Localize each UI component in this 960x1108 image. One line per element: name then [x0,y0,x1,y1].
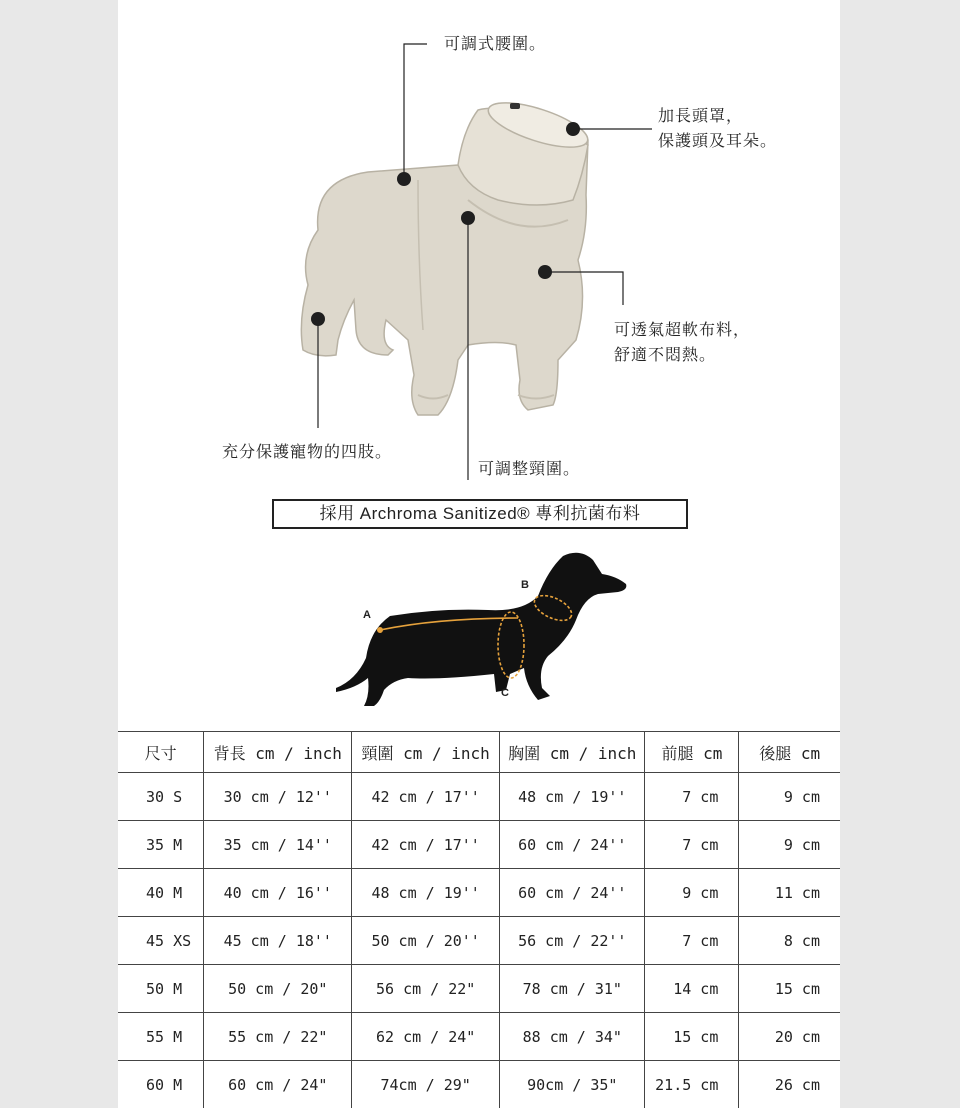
waist-dot [397,172,411,186]
back-length-cell: 30 cm / 12'' [204,773,352,821]
table-row [118,821,840,869]
neck-cell: 42 cm / 17'' [352,821,500,869]
back-length-cell: 55 cm / 22" [204,1013,352,1061]
neck-cell: 74cm / 29" [352,1061,500,1108]
product-page [118,0,840,1108]
hind-leg-cell: 8 cm [739,917,840,965]
table-row [118,773,840,821]
hind-leg-cell: 26 cm [739,1061,840,1108]
neck-cell: 50 cm / 20'' [352,917,500,965]
back-length-cell: 40 cm / 16'' [204,869,352,917]
back-length-cell: 60 cm / 24" [204,1061,352,1108]
size-cell: 45 XS [118,917,204,965]
header-back-length: 背長 cm / inch [204,732,352,773]
chest-cell: 78 cm / 31" [500,965,645,1013]
antibacterial-badge: 採用 Archroma Sanitized® 專利抗菌布料 [272,499,688,529]
front-leg-cell: 7 cm [645,821,739,869]
neck-cell: 56 cm / 22" [352,965,500,1013]
chest-cell: 88 cm / 34" [500,1013,645,1061]
hind-leg-cell: 15 cm [739,965,840,1013]
front-leg-cell: 14 cm [645,965,739,1013]
label-a: A [363,609,371,621]
point-a [377,627,383,633]
size-cell: 40 M [118,869,204,917]
size-cell: 30 S [118,773,204,821]
fabric-callout-line1: 可透氣超軟布料， [614,320,751,339]
size-chart-header [118,732,840,773]
dog-suit-image [301,94,592,415]
back-length-cell: 45 cm / 18'' [204,917,352,965]
size-cell: 35 M [118,821,204,869]
label-c: C [501,687,509,699]
front-leg-cell: 21.5 cm [645,1061,739,1108]
table-row [118,1013,840,1061]
table-row [118,965,840,1013]
neck-dot [461,211,475,225]
header-front-leg: 前腿 cm [645,732,739,773]
header-neck: 頸圍 cm / inch [352,732,500,773]
neck-cell: 62 cm / 24" [352,1013,500,1061]
table-row [118,869,840,917]
front-leg-cell: 7 cm [645,917,739,965]
fabric-dot [538,265,552,279]
chest-cell: 90cm / 35" [500,1061,645,1108]
hind-leg-cell: 20 cm [739,1013,840,1061]
chest-cell: 48 cm / 19'' [500,773,645,821]
neck-callout: 可調整頸圍。 [478,459,581,478]
legs-dot [311,312,325,326]
waist-callout: 可調式腰圍。 [444,34,547,53]
legs-callout: 充分保護寵物的四肢。 [222,442,393,461]
chest-cell: 60 cm / 24'' [500,869,645,917]
front-leg-cell: 15 cm [645,1013,739,1061]
hind-leg-cell: 11 cm [739,869,840,917]
size-cell: 55 M [118,1013,204,1061]
fabric-callout-line2: 舒適不悶熱。 [614,345,717,364]
chest-cell: 56 cm / 22'' [500,917,645,965]
size-cell: 60 M [118,1061,204,1108]
back-length-cell: 50 cm / 20" [204,965,352,1013]
measurement-diagram [118,540,840,720]
hind-leg-cell: 9 cm [739,821,840,869]
label-b: B [521,579,529,591]
hood-callout-line1: 加長頭罩， [658,106,744,125]
hind-leg-cell: 9 cm [739,773,840,821]
neck-cell: 42 cm / 17'' [352,773,500,821]
neck-cell: 48 cm / 19'' [352,869,500,917]
front-leg-cell: 9 cm [645,869,739,917]
size-cell: 50 M [118,965,204,1013]
suit-illustration [118,0,840,500]
table-row [118,917,840,965]
hood-callout-line2: 保護頭及耳朵。 [658,131,778,150]
header-size: 尺寸 [118,732,204,773]
size-chart [118,731,840,1108]
back-length-cell: 35 cm / 14'' [204,821,352,869]
table-row [118,1061,840,1108]
chest-cell: 60 cm / 24'' [500,821,645,869]
hood-dot [566,122,580,136]
header-hind-leg: 後腿 cm [739,732,840,773]
front-leg-cell: 7 cm [645,773,739,821]
header-chest: 胸圍 cm / inch [500,732,645,773]
